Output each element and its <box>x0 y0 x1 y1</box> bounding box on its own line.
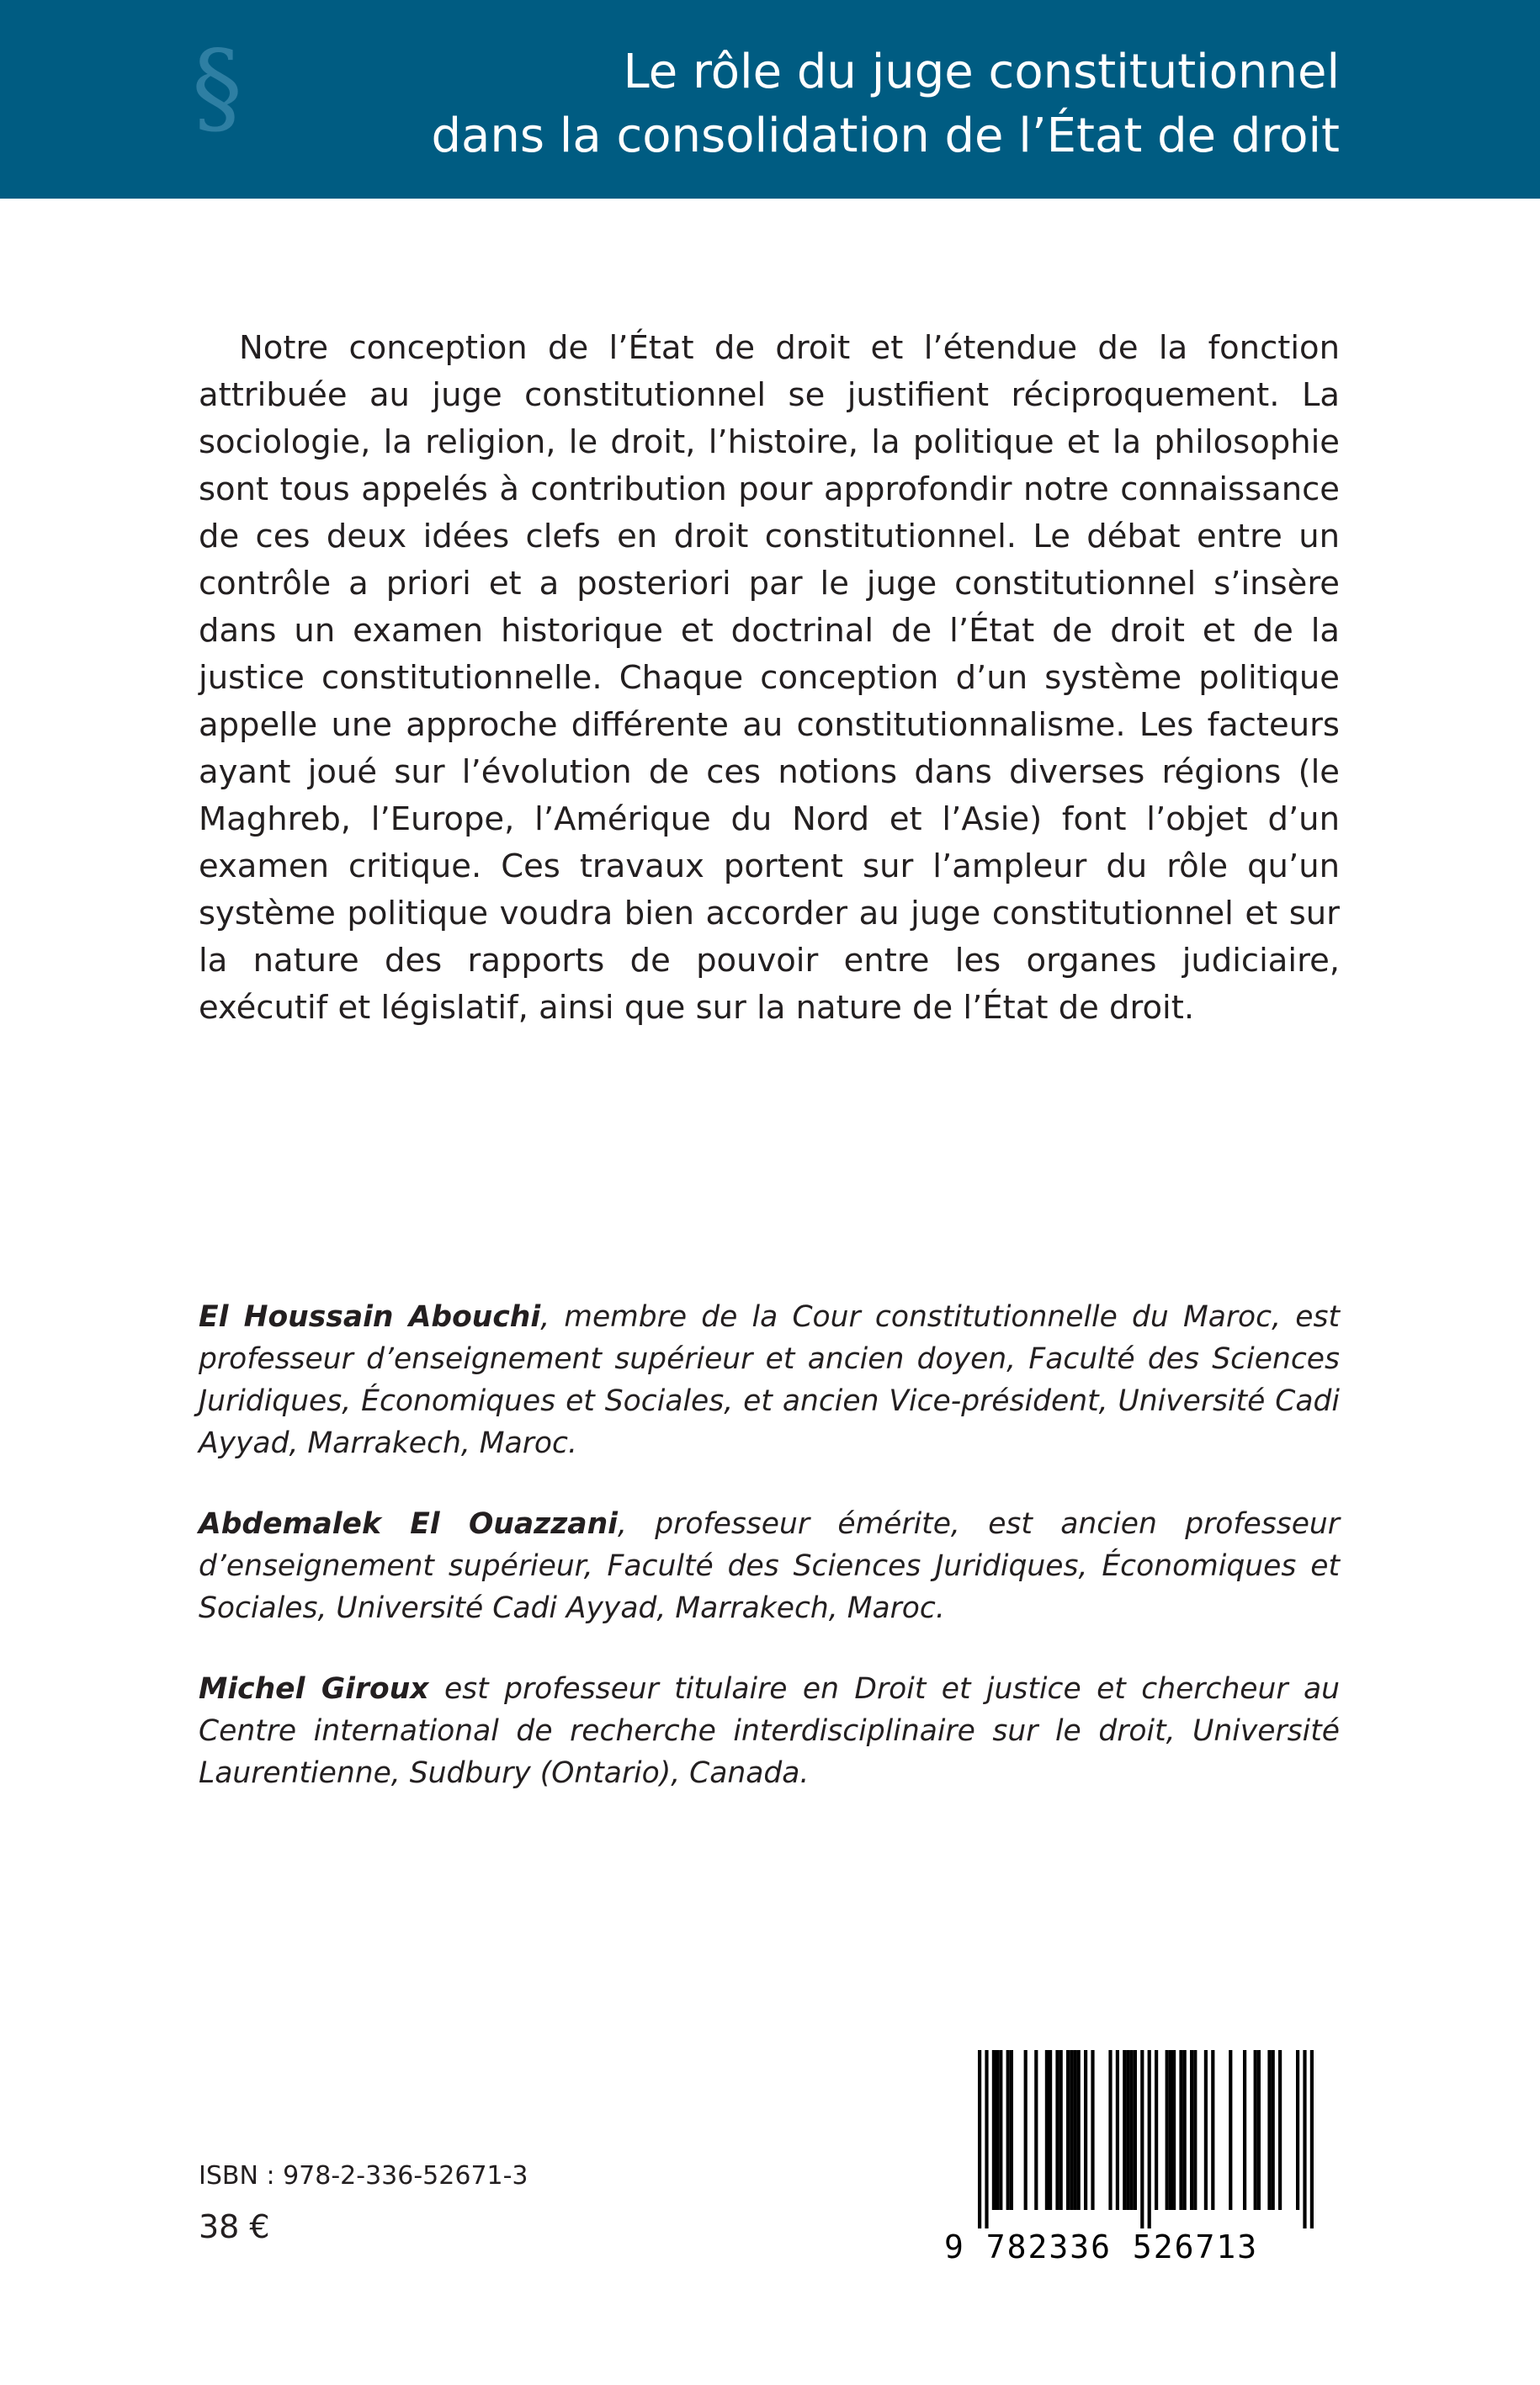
barcode-bar <box>1183 2050 1187 2210</box>
barcode-bar <box>1066 2050 1070 2210</box>
barcode-bar <box>1310 2050 1314 2228</box>
barcode-bar <box>1091 2050 1094 2210</box>
barcode-bar <box>985 2050 988 2228</box>
author-bio <box>199 1296 1340 1464</box>
barcode-bar <box>1010 2050 1013 2210</box>
barcode-bar <box>1059 2050 1063 2210</box>
barcode-bar <box>1134 2050 1137 2210</box>
barcode-bar <box>1034 2050 1038 2210</box>
barcode-bar <box>1123 2050 1126 2210</box>
barcode-bar <box>1116 2050 1119 2210</box>
author-bio-text: , professeur émérite, est ancien professeur d’enseignement supérieur, Faculté des Sciences Juridiques, Économiques et Sociales, Université Cadi Ayyad, Marrakech, Maroc. <box>199 1507 1340 1625</box>
barcode-bars <box>944 2050 1340 2228</box>
book-title <box>431 40 1340 168</box>
barcode-bar <box>1070 2050 1073 2210</box>
barcode-digits: 9 782336 526713 <box>944 2228 1259 2265</box>
barcode-bar <box>1055 2050 1059 2210</box>
barcode-bar <box>1077 2050 1081 2210</box>
barcode-bar <box>1155 2050 1158 2210</box>
barcode-bar <box>996 2050 999 2210</box>
barcode-bar <box>1278 2050 1282 2210</box>
barcode-bar <box>1190 2050 1193 2210</box>
author-name: Abdemalek El Ouazzani <box>199 1507 618 1541</box>
barcode-bar <box>1024 2050 1028 2210</box>
author-bio <box>199 1668 1340 1794</box>
author-bio-text: est professeur titulaire en Droit et justice et chercheur au Centre international de recherche interdisciplinaire sur le droit, Université Laurentienne, Sudbury (Ontario), Canada. <box>199 1672 1340 1790</box>
price-label: 38 € <box>199 2208 270 2245</box>
barcode-bar <box>999 2050 1002 2210</box>
barcode-bar <box>1073 2050 1076 2210</box>
book-title-line-1: Le rôle du juge constitutionnel <box>623 45 1340 99</box>
barcode-bar <box>1169 2050 1172 2210</box>
barcode-bar <box>992 2050 996 2210</box>
barcode <box>944 2050 1340 2265</box>
barcode-bar <box>1272 2050 1275 2210</box>
barcode-bar <box>1257 2050 1261 2210</box>
barcode-bar <box>1166 2050 1169 2210</box>
section-symbol-icon: § <box>192 29 242 146</box>
author-bio <box>199 1503 1340 1629</box>
author-name: Michel Giroux <box>199 1672 429 1706</box>
barcode-bar <box>1179 2050 1182 2210</box>
barcode-bar <box>1267 2050 1271 2210</box>
barcode-bar <box>1140 2050 1144 2228</box>
barcode-bar <box>1254 2050 1257 2210</box>
barcode-bar <box>978 2050 981 2228</box>
author-bio-text: , membre de la Cour constitutionnelle du Maroc, est professeur d’enseignement supérieur et ancien doyen, Faculté des Sciences Juridiques, Économiques et Sociales, et ancien Vice-président, Université Cadi Ayyad, Marrakech, Maroc. <box>199 1300 1340 1460</box>
book-summary: Notre conception de l’État de droit et l’étendue de la fonction attribuée au juge constitutionnel se justifient réciproquement. La sociologie, la religion, le droit, l’histoire, la politique et la philosophie sont tous appelés à contribution pour approfondir notre connaissance de ces deux idées clefs en droit constitutionnel. Le débat entre un contrôle a priori et a posteriori par le juge constitutionnel s’insère dans un examen historique et doctrinal de l’État de droit et de la justice constitutionnelle. Chaque conception d’un système politique appelle une approche différente au constitutionnalisme. Les facteurs ayant joué sur l’évolution de ces notions dans diverses régions (le Maghreb, l’Europe, l’Amérique du Nord et l’Asie) font l’objet d’un examen critique. Ces travaux portent sur l’ampleur du rôle qu’un système politique voudra bien accorder au juge constitutionnel et sur la nature des rapports de pouvoir entre les organes judiciaire, exécutif et législatif, ainsi que sur la nature de l’État de droit. <box>199 329 1340 1027</box>
barcode-bar <box>1049 2050 1052 2210</box>
barcode-bar <box>1084 2050 1087 2210</box>
barcode-bar <box>1126 2050 1129 2210</box>
barcode-bar <box>1229 2050 1232 2210</box>
barcode-bar <box>1006 2050 1010 2210</box>
barcode-bar <box>1296 2050 1299 2210</box>
barcode-bar <box>1193 2050 1197 2210</box>
barcode-bar <box>1204 2050 1208 2210</box>
author-bios <box>199 1296 1340 1833</box>
barcode-bar <box>1243 2050 1246 2210</box>
barcode-bar <box>1303 2050 1306 2228</box>
barcode-bar <box>1172 2050 1176 2210</box>
cover-header <box>0 0 1540 199</box>
barcode-bar <box>1045 2050 1049 2210</box>
barcode-bar <box>1108 2050 1112 2210</box>
book-title-line-2: dans la consolidation de l’État de droit <box>431 109 1340 163</box>
author-name: El Houssain Abouchi <box>199 1300 541 1334</box>
barcode-bar <box>1211 2050 1214 2210</box>
barcode-bar <box>1148 2050 1151 2228</box>
isbn-label: ISBN : 978-2-336-52671-3 <box>199 2161 528 2191</box>
barcode-bar <box>1130 2050 1134 2210</box>
